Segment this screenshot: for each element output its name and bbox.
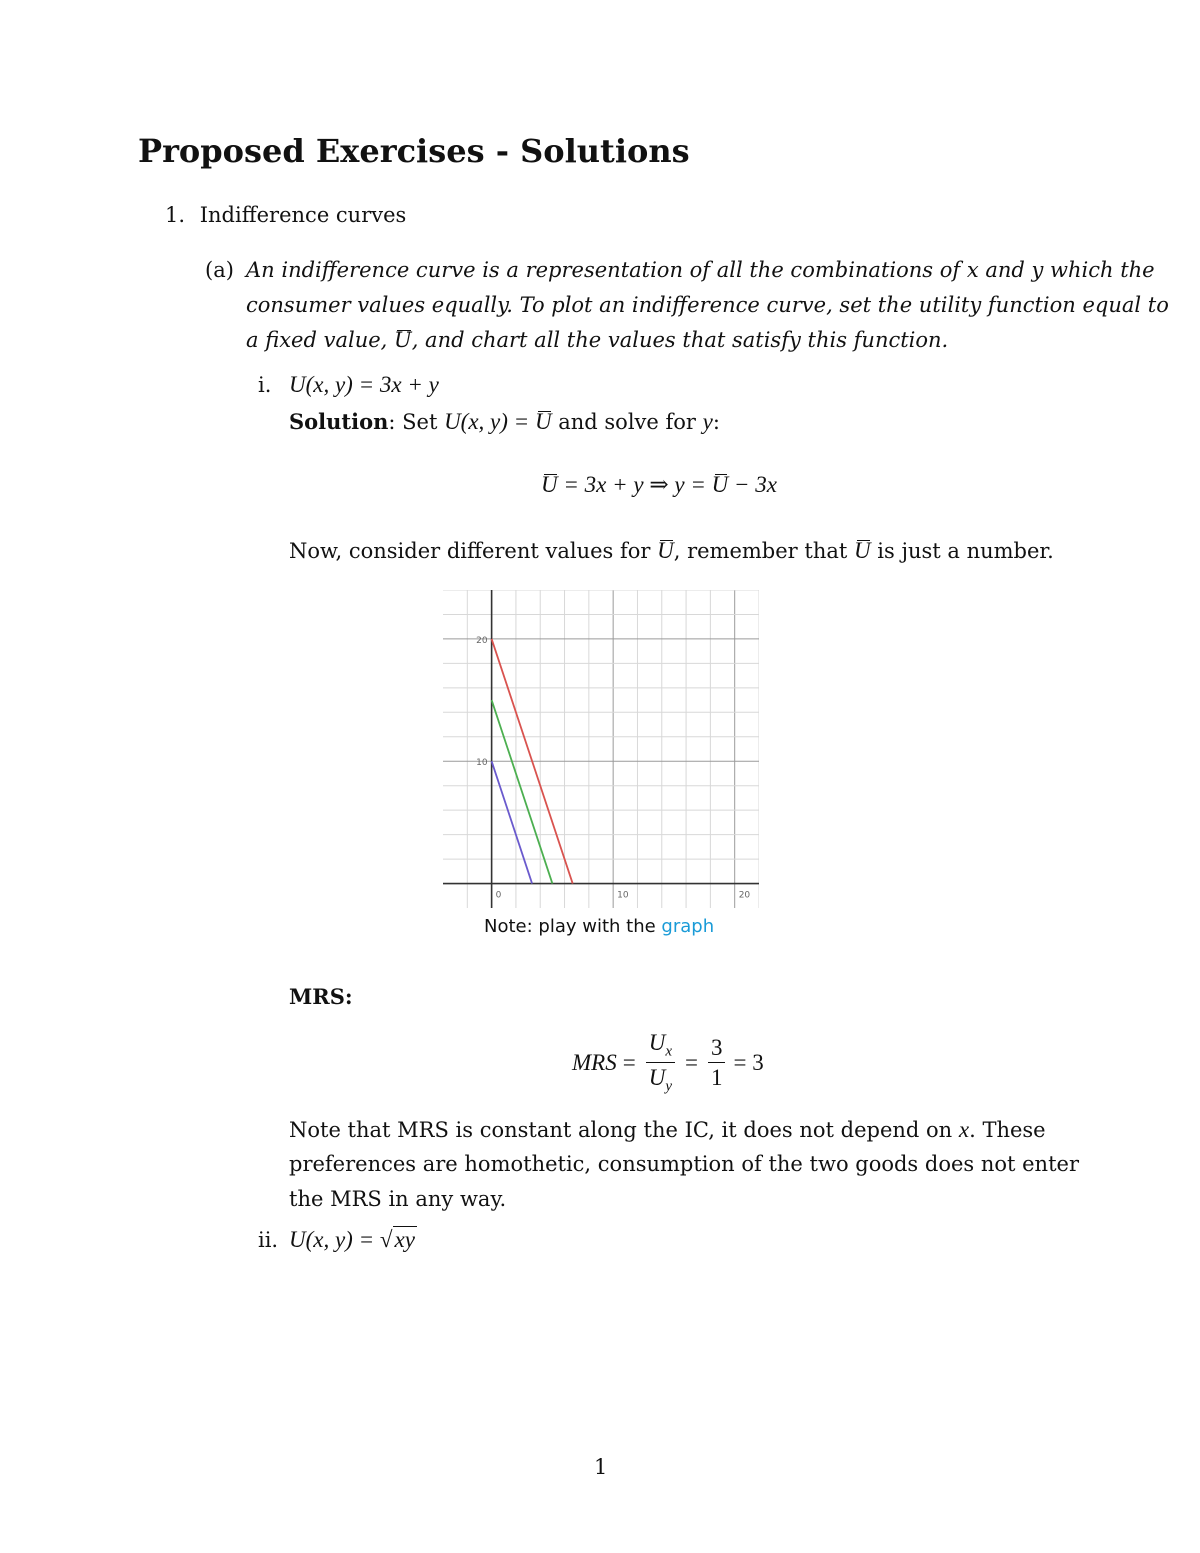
u-bar-symbol: U [711,472,729,497]
page-number: 1 [594,1455,608,1479]
chart-caption [484,916,714,937]
note-var: x [958,1117,970,1142]
equation-tail: − 3x [728,472,777,497]
solution-text: : Set [388,410,445,434]
u-bar-symbol: U [394,328,412,352]
x-tick-label: 10 [617,890,629,901]
note-line-1 [289,1117,1046,1143]
solution-label: Solution [289,409,389,434]
note-line-2: preferences are homothetic, consumption of the two goods does not enter [289,1152,1079,1176]
mrs-lhs: MRS [572,1049,617,1075]
solution-var: y [702,409,713,434]
equals-sign: = [622,1049,636,1075]
indifference-line-u-10 [492,761,532,883]
item-i-function: U(x, y) = 3x + y [289,372,439,397]
fraction-numerator: 3 [708,1035,726,1063]
mrs-fraction-2 [708,1035,726,1091]
now-text-2: , remember that [673,539,854,563]
indifference-curve-chart[interactable] [443,590,759,908]
graph-link[interactable]: graph [661,916,715,937]
part-a-line-3-text: a fixed value, [246,328,394,352]
solution-colon: : [712,410,720,434]
radicand: xy [394,1227,415,1252]
mrs-heading: MRS: [289,984,353,1009]
solved-equation [541,472,777,498]
fraction-numerator [646,1030,675,1063]
u-bar-symbol: U [534,409,552,434]
fraction-denominator [646,1063,675,1095]
section-label: Indifference curves [199,203,407,227]
uy-symbol: U [648,1065,666,1091]
section-number: 1. [165,203,186,227]
mrs-fraction-1 [646,1030,675,1095]
mrs-equation [572,1030,764,1095]
sqrt-symbol: √xy [379,1227,415,1252]
part-a-label: (a) [205,258,234,282]
solution-text-2: and solve for [551,410,703,434]
indifference-line-u-15 [492,700,553,883]
u-bar-symbol: U [657,538,674,563]
mrs-result: = 3 [733,1049,764,1075]
part-a-line-2: consumer values equally. To plot an indifference curve, set the utility function equal to [246,293,1169,317]
now-text: Now, consider different values for [289,539,658,563]
x-tick-label: 0 [495,890,502,901]
chart-caption-text: Note: play with the [484,916,662,937]
solution-expr: U(x, y) = [444,409,535,434]
chart-axes [443,590,759,908]
ux-symbol: U [648,1030,666,1055]
part-a-line-3-tail: , and chart all the values that satisfy this function. [411,328,949,352]
item-ii-function [289,1227,417,1253]
item-ii-label: ii. [258,1228,279,1252]
now-text-3: is just a number. [870,539,1054,563]
equation-middle: = 3x + y ⇒ y = [557,472,712,497]
part-a-line-1: An indifference curve is a representation of all the combinations of x and y which the [246,258,1155,282]
note-text: Note that MRS is constant along the IC, it does not depend on [289,1118,959,1142]
u-bar-symbol: U [541,472,558,497]
uy-subscript: y [665,1078,672,1095]
page-title: Proposed Exercises - Solutions [138,132,690,170]
equals-sign: = [685,1049,698,1075]
chart-grid [443,590,759,908]
section-heading [165,203,406,227]
x-tick-label: 20 [738,890,751,901]
y-tick-label: 10 [476,758,488,769]
item-i-label: i. [258,373,272,397]
ux-subscript: x [665,1043,672,1060]
part-a-line-3 [246,328,948,352]
solution-line [289,409,720,435]
fraction-denominator: 1 [710,1065,723,1091]
item-ii-expr: U(x, y) = [289,1227,380,1252]
y-tick-label: 20 [476,635,488,646]
note-text-2: . These [969,1118,1046,1142]
now-line [289,538,1054,564]
u-bar-symbol: U [854,538,871,563]
note-line-3: the MRS in any way. [289,1187,507,1211]
